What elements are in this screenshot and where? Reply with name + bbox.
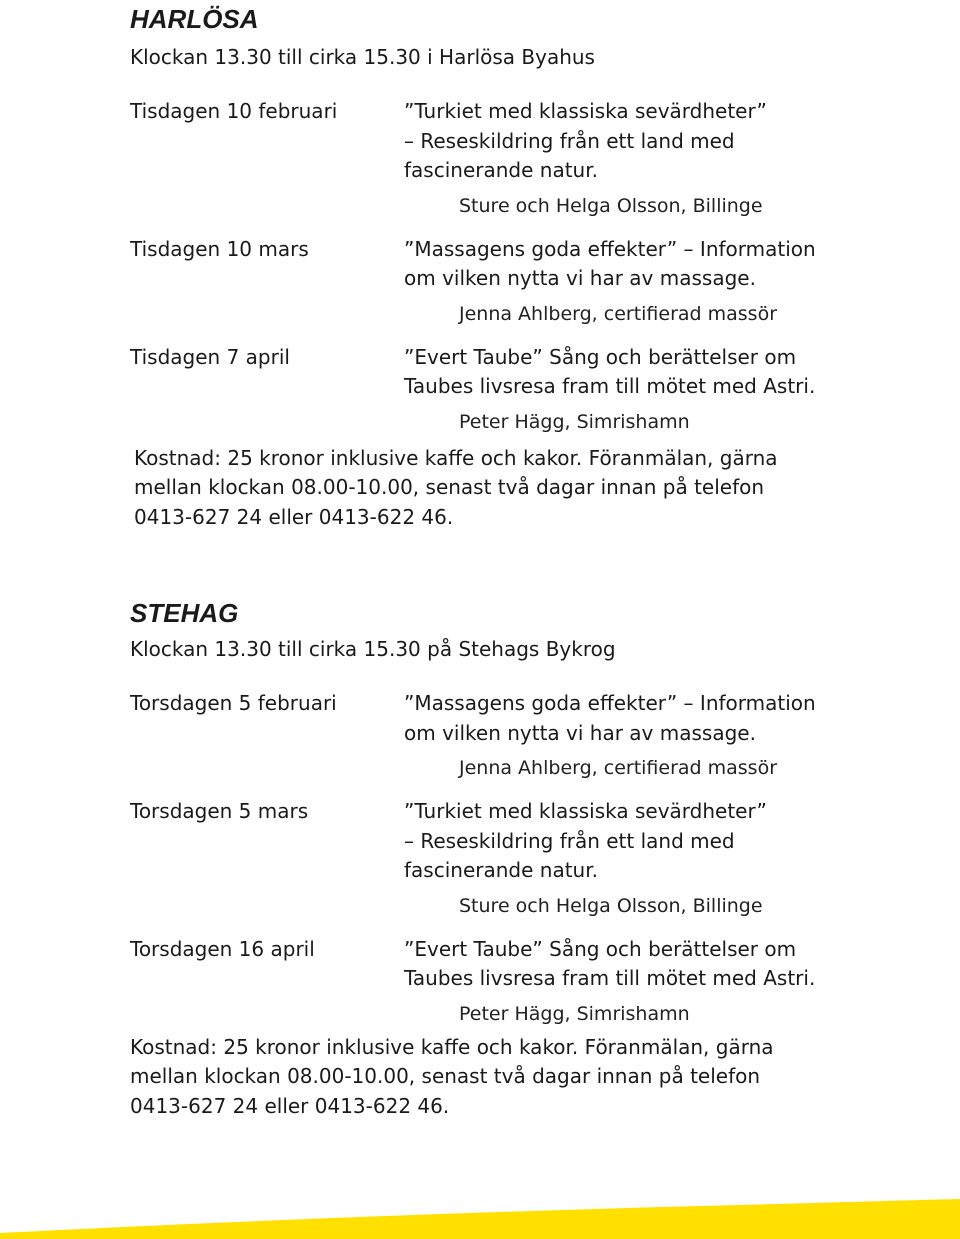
cost-line: mellan klockan 08.00-10.00, senast två dagar innan på telefon <box>134 475 765 499</box>
cost-info <box>130 1033 930 1122</box>
event-description-line: ”Massagens goda effekter” – Information <box>404 236 816 261</box>
event-date: Tisdagen 10 februari <box>130 99 338 123</box>
event-speaker: Peter Hägg, Simrishamn <box>459 410 690 433</box>
cost-line: Kostnad: 25 kronor inklusive kaffe och kakor. Föranmälan, gärna <box>130 1034 774 1059</box>
event-date: Tisdagen 7 april <box>130 344 290 369</box>
event-item <box>130 343 930 437</box>
event-description-line: ”Evert Taube” Sång och berättelser om <box>404 936 797 961</box>
event-date: Torsdagen 5 februari <box>130 691 337 715</box>
event-description-line: fascinerande natur. <box>404 158 598 182</box>
event-speaker: Jenna Ahlberg, certifierad massör <box>459 757 778 779</box>
event-date: Tisdagen 10 mars <box>130 236 309 261</box>
event-speaker: Peter Hägg, Simrishamn <box>459 1002 690 1025</box>
event-description <box>404 935 924 994</box>
section-title: HARLÖSA <box>130 4 259 34</box>
section-title: STEHAG <box>130 598 239 628</box>
cost-line: Kostnad: 25 kronor inklusive kaffe och kakor. Föranmälan, gärna <box>134 445 778 470</box>
cost-info <box>134 444 930 533</box>
event-description-line: Taubes livsresa fram till mötet med Astri. <box>404 374 816 398</box>
section-subtitle: Klockan 13.30 till cirka 15.30 i Harlösa Byahus <box>130 45 595 69</box>
yellow-wave-shape <box>0 1199 960 1239</box>
event-description-line: om vilken nytta vi har av massage. <box>404 266 756 290</box>
event-item <box>130 235 930 329</box>
event-description-line: ”Turkiet med klassiska sevärdheter” <box>404 99 767 123</box>
event-item <box>130 689 930 783</box>
event-description <box>404 797 924 886</box>
section-stehag <box>130 598 930 1121</box>
section-harlosa <box>130 4 930 532</box>
cost-line: 0413-627 24 eller 0413-622 46. <box>134 504 454 529</box>
event-speaker: Sture och Helga Olsson, Billinge <box>459 894 763 917</box>
section-subtitle: Klockan 13.30 till cirka 15.30 på Stehags Bykrog <box>130 637 616 661</box>
yellow-footer-decoration <box>0 1199 960 1239</box>
event-item <box>130 97 930 221</box>
event-description <box>404 689 924 748</box>
event-description <box>404 235 924 294</box>
event-description-line: – Reseskildring från ett land med <box>404 828 735 853</box>
event-description-line: ”Evert Taube” Sång och berättelser om <box>404 344 797 369</box>
event-description-line: Taubes livsresa fram till mötet med Astri. <box>404 966 816 990</box>
event-date: Torsdagen 5 mars <box>130 799 309 823</box>
event-description-line: fascinerande natur. <box>404 858 598 882</box>
event-speaker: Sture och Helga Olsson, Billinge <box>459 194 763 217</box>
event-description <box>404 97 924 186</box>
event-item <box>130 797 930 921</box>
event-description-line: – Reseskildring från ett land med <box>404 128 735 153</box>
event-date: Torsdagen 16 april <box>130 936 315 961</box>
event-description <box>404 343 924 402</box>
cost-line: 0413-627 24 eller 0413-622 46. <box>130 1093 450 1118</box>
event-description-line: om vilken nytta vi har av massage. <box>404 720 756 745</box>
event-speaker: Jenna Ahlberg, certifierad massör <box>459 302 778 325</box>
event-item <box>130 935 930 1029</box>
cost-line: mellan klockan 08.00-10.00, senast två dagar innan på telefon <box>130 1064 761 1088</box>
event-description-line: ”Turkiet med klassiska sevärdheter” <box>404 799 767 823</box>
event-description-line: ”Massagens goda effekter” – Information <box>404 691 816 715</box>
